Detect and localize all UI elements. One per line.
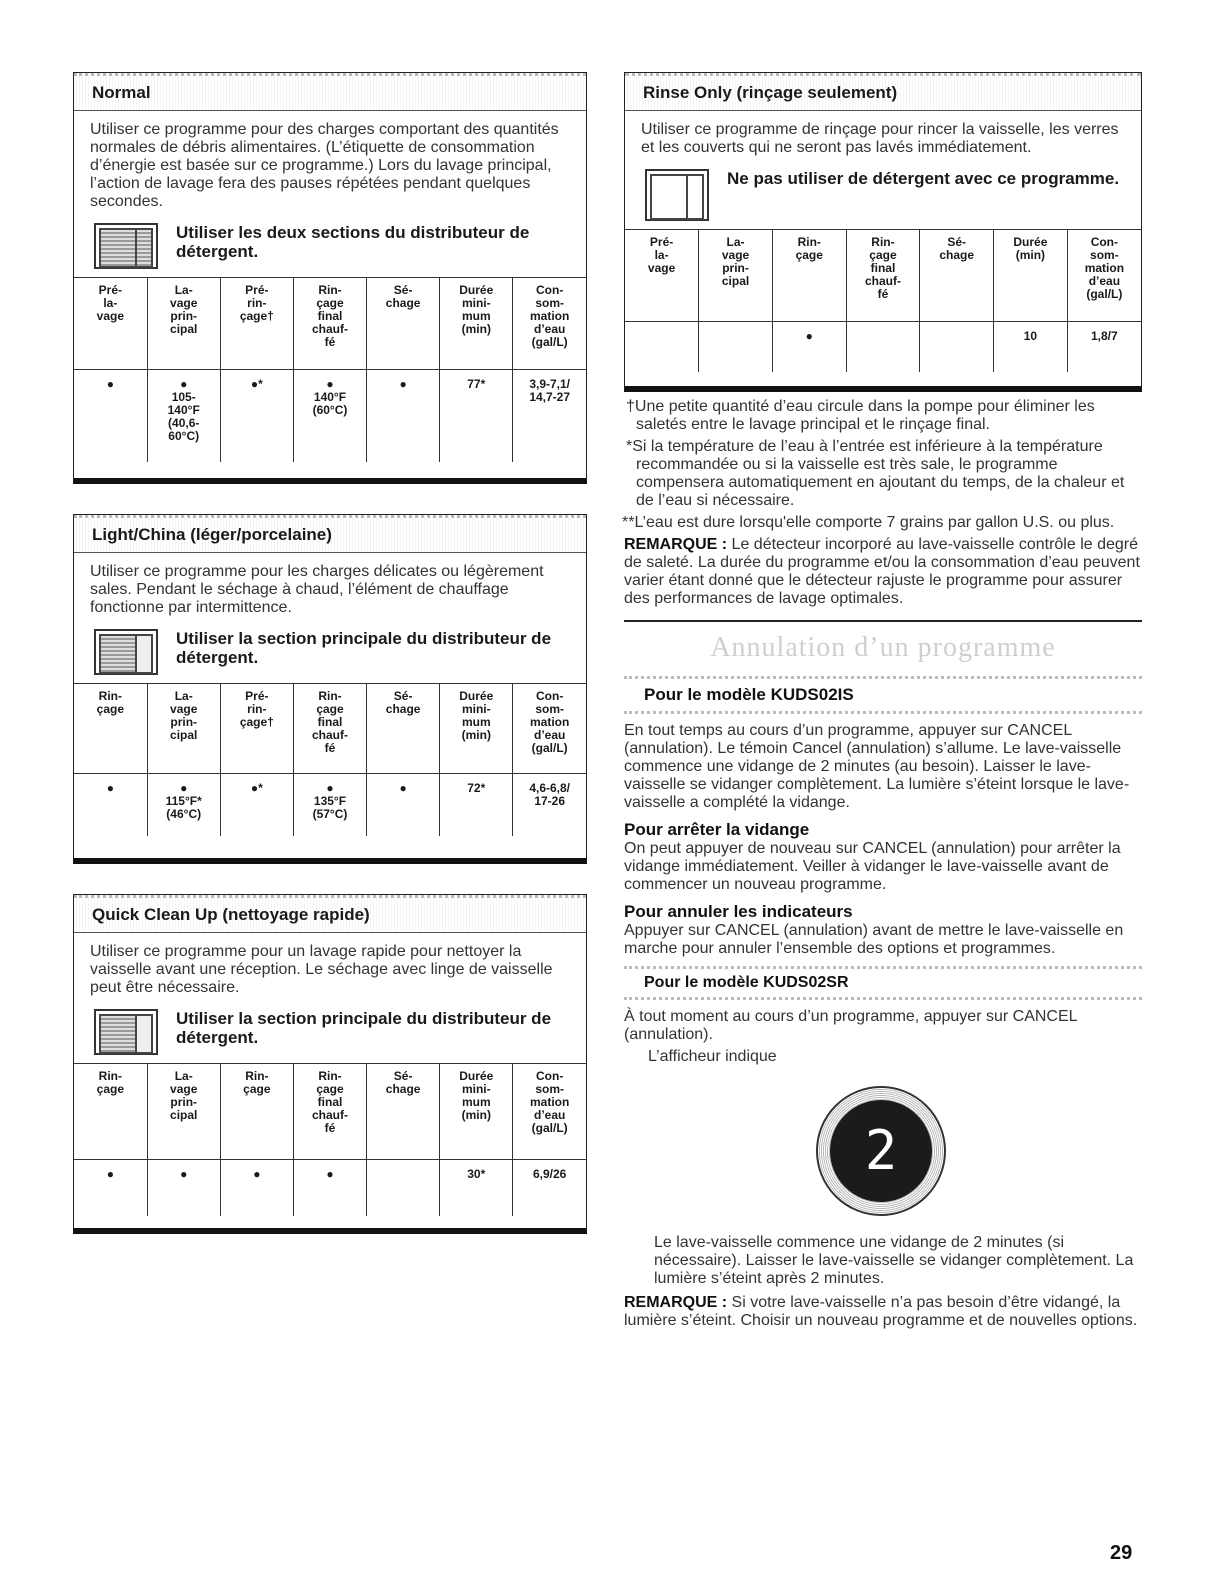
table-header: Con- som- mation d’eau (gal/L) xyxy=(513,1064,586,1160)
table-header: Rin- çage final chauf- fé xyxy=(293,278,366,370)
table-header: Sé- chage xyxy=(367,278,440,370)
table-header-row xyxy=(74,278,586,370)
table-header: Durée mini- mum (min) xyxy=(440,278,513,370)
program-description: Utiliser ce programme de rinçage pour rincer la vaisselle, les verres et les couverts qui ne seront pas lavés immédiatement. xyxy=(641,121,1119,156)
table-cell: ● xyxy=(293,1160,366,1216)
table-header: Pré- la- vage xyxy=(625,230,699,322)
table-cell xyxy=(367,1160,440,1216)
footnote-double-star: **L’eau est dure lorsqu'elle comporte 7 grains par gallon U.S. ou plus. xyxy=(622,514,1115,531)
table-cell: 6,9/26 xyxy=(513,1160,586,1216)
program-description: Utiliser ce programme pour les charges délicates ou légèrement sales. Pendant le séchage à chaud, l’élément de chauffage fonctionne par intermittence. xyxy=(90,563,544,616)
remarque-paragraph xyxy=(624,536,1142,608)
program-table xyxy=(625,229,1141,372)
page-number: 29 xyxy=(1110,1542,1133,1564)
table-cell: 72* xyxy=(440,774,513,836)
table-cell: ● xyxy=(367,370,440,462)
detergent-instruction xyxy=(74,217,586,277)
table-header: Pré- rin- çage† xyxy=(220,278,293,370)
table-header: Durée mini- mum (min) xyxy=(440,1064,513,1160)
table-header: Durée mini- mum (min) xyxy=(440,684,513,774)
footnote-star: *Si la température de l’eau à l’entrée est inférieure à la température recommandée ou si la vaisselle est très sale, le programme compensera automatiquement en ajoutant du temps, de la chaleur et de l’eau si nécessaire. xyxy=(626,438,1125,509)
table-cell: ● xyxy=(74,774,147,836)
table-header: Rin- çage final chauf- fé xyxy=(293,1064,366,1160)
program-quick-clean xyxy=(73,894,587,1234)
program-title: Rinse Only (rinçage seulement) xyxy=(625,73,1141,111)
table-header: Con- som- mation d’eau (gal/L) xyxy=(1067,230,1141,322)
table-cell: 4,6-6,8/ 17-26 xyxy=(513,774,586,836)
model2-text: À tout moment au cours d’un programme, appuyer sur CANCEL (annulation). xyxy=(624,1008,1077,1043)
table-cell: ● xyxy=(147,1160,220,1216)
table-header: Rin- çage xyxy=(772,230,846,322)
table-header: Sé- chage xyxy=(367,684,440,774)
program-title: Light/China (léger/porcelaine) xyxy=(74,515,586,553)
detergent-instruction xyxy=(625,163,1141,229)
table-cell: ● xyxy=(220,1160,293,1216)
table-header: Rin- çage xyxy=(220,1064,293,1160)
detergent-text: Utiliser les deux sections du distributeur de détergent. xyxy=(176,223,530,261)
table-cell xyxy=(846,322,920,372)
remarque-text: Si votre lave-vaisselle n’a pas besoin d’être vidangé, la lumière s’éteint. Choisir un nouveau programme et de nouvelles options. xyxy=(624,1294,1138,1329)
table-cell: ●* xyxy=(220,774,293,836)
table-cell: ● 135°F (57°C) xyxy=(293,774,366,836)
table-cell: ● 115°F* (46°C) xyxy=(147,774,220,836)
program-table xyxy=(74,277,586,462)
table-header: Pré- rin- çage† xyxy=(220,684,293,774)
table-header: Rin- çage xyxy=(74,1064,147,1160)
program-table xyxy=(74,683,586,836)
detergent-instruction xyxy=(74,623,586,683)
table-cell: ● xyxy=(367,774,440,836)
display-figure xyxy=(624,1080,1142,1220)
detergent-text: Utiliser la section principale du distributeur de détergent. xyxy=(176,629,552,667)
table-cell: 30* xyxy=(440,1160,513,1216)
table-header-row xyxy=(74,684,586,774)
table-cell: 1,8/7 xyxy=(1067,322,1141,372)
model1-heading: Pour le modèle KUDS02IS xyxy=(624,679,1142,714)
table-header: Rin- çage final chauf- fé xyxy=(293,684,366,774)
detergent-text: Utiliser la section principale du distributeur de détergent. xyxy=(176,1009,552,1047)
detergent-both-icon xyxy=(94,223,158,269)
table-header: Durée (min) xyxy=(994,230,1068,322)
program-rinse-only xyxy=(624,72,1142,392)
table-row xyxy=(74,370,586,462)
detergent-empty-icon xyxy=(645,169,709,221)
program-table xyxy=(74,1063,586,1216)
detergent-main-icon xyxy=(94,629,158,675)
table-header: Sé- chage xyxy=(367,1064,440,1160)
table-header: La- vage prin- cipal xyxy=(147,684,220,774)
table-cell: ● xyxy=(74,1160,147,1216)
table-header: Sé- chage xyxy=(920,230,994,322)
program-light-china xyxy=(73,514,587,864)
cancel-indicators-text: Appuyer sur CANCEL (annulation) avant de mettre le lave-vaisselle en marche pour annuler l’ensemble des options et programmes. xyxy=(624,922,1124,957)
table-row xyxy=(625,322,1141,372)
table-header: Con- som- mation d’eau (gal/L) xyxy=(513,684,586,774)
table-header: Rin- çage final chauf- fé xyxy=(846,230,920,322)
remarque-label: REMARQUE : xyxy=(624,1294,728,1311)
program-title: Quick Clean Up (nettoyage rapide) xyxy=(74,895,586,933)
program-description: Utiliser ce programme pour un lavage rapide pour nettoyer la vaisselle avant une réception. Le séchage avec linge de vaisselle peut être nécessaire. xyxy=(90,943,553,996)
table-cell xyxy=(625,322,699,372)
section-title: Annulation d’un programme xyxy=(710,632,1056,663)
stop-drain-heading: Pour arrêter la vidange xyxy=(624,820,810,839)
detergent-text: Ne pas utiliser de détergent avec ce programme. xyxy=(727,169,1120,188)
footnote-dagger: †Une petite quantité d’eau circule dans la pompe pour éliminer les saletés entre le lavage principal et le rinçage final. xyxy=(626,398,1095,433)
model2-heading: Pour le modèle KUDS02SR xyxy=(624,969,1142,1000)
table-header-row xyxy=(74,1064,586,1160)
table-header: La- vage prin- cipal xyxy=(147,278,220,370)
table-cell xyxy=(699,322,773,372)
table-header: La- vage prin- cipal xyxy=(147,1064,220,1160)
model1-text: En tout temps au cours d’un programme, appuyer sur CANCEL (annulation). Le témoin Cancel (annulation) s’allume. Le lave-vaisselle commence une vidange de 2 minutes (au besoin). Laisser le lave-vaisselle se vidanger complètement. La lumière s’éteint lorsque le lave-vaisselle a complété la vidange. xyxy=(624,722,1130,811)
table-cell: 77* xyxy=(440,370,513,462)
table-cell: ● 140°F (60°C) xyxy=(293,370,366,462)
detergent-main-icon xyxy=(94,1009,158,1055)
program-normal xyxy=(73,72,587,484)
remarque-paragraph-2 xyxy=(624,1294,1142,1330)
table-cell: ●* xyxy=(220,370,293,462)
table-cell: ● 105- 140°F (40,6- 60°C) xyxy=(147,370,220,462)
cancel-indicators-heading: Pour annuler les indicateurs xyxy=(624,902,853,921)
table-cell: ● xyxy=(74,370,147,462)
table-header: Con- som- mation d’eau (gal/L) xyxy=(513,278,586,370)
table-header-row xyxy=(625,230,1141,322)
table-cell: 3,9-7,1/ 14,7-27 xyxy=(513,370,586,462)
detergent-instruction xyxy=(74,1003,586,1063)
table-cell: ● xyxy=(772,322,846,372)
remarque-label: REMARQUE : xyxy=(624,536,728,553)
stop-drain-text: On peut appuyer de nouveau sur CANCEL (annulation) pour arrêter la vidange immédiatement. Veiller à vidanger le lave-vaisselle avant de commencer un nouveau programme. xyxy=(624,840,1121,893)
after-cancel-text: Le lave-vaisselle commence une vidange de 2 minutes (si nécessaire). Laisser le lave-vaisselle se vidanger complètement. La lumière s’éteint après 2 minutes. xyxy=(654,1234,1134,1287)
display-digit: 2 xyxy=(864,1119,898,1182)
table-header: Pré- la- vage xyxy=(74,278,147,370)
remarque-text: Le détecteur incorporé au lave-vaisselle contrôle le degré de saleté. La durée du programme et/ou la consommation d’eau peuvent varier étant donné que le détecteur rajuste le programme pour assurer des performances de lavage optimales. xyxy=(624,536,1140,607)
table-cell xyxy=(920,322,994,372)
program-description: Utiliser ce programme pour des charges comportant des quantités normales de débris alimentaires. (L’étiquette de consommation d’énergie est basée sur ce programme.) Lors du lavage principal, l’action de lavage fera des pauses répétées pendant quelques secondes. xyxy=(90,121,559,210)
program-title: Normal xyxy=(74,73,586,111)
display-label: L’afficheur indique xyxy=(648,1048,777,1065)
section-divider xyxy=(624,620,1142,622)
table-header: La- vage prin- cipal xyxy=(699,230,773,322)
table-header: Rin- çage xyxy=(74,684,147,774)
table-row xyxy=(74,774,586,836)
table-cell: 10 xyxy=(994,322,1068,372)
table-row xyxy=(74,1160,586,1216)
